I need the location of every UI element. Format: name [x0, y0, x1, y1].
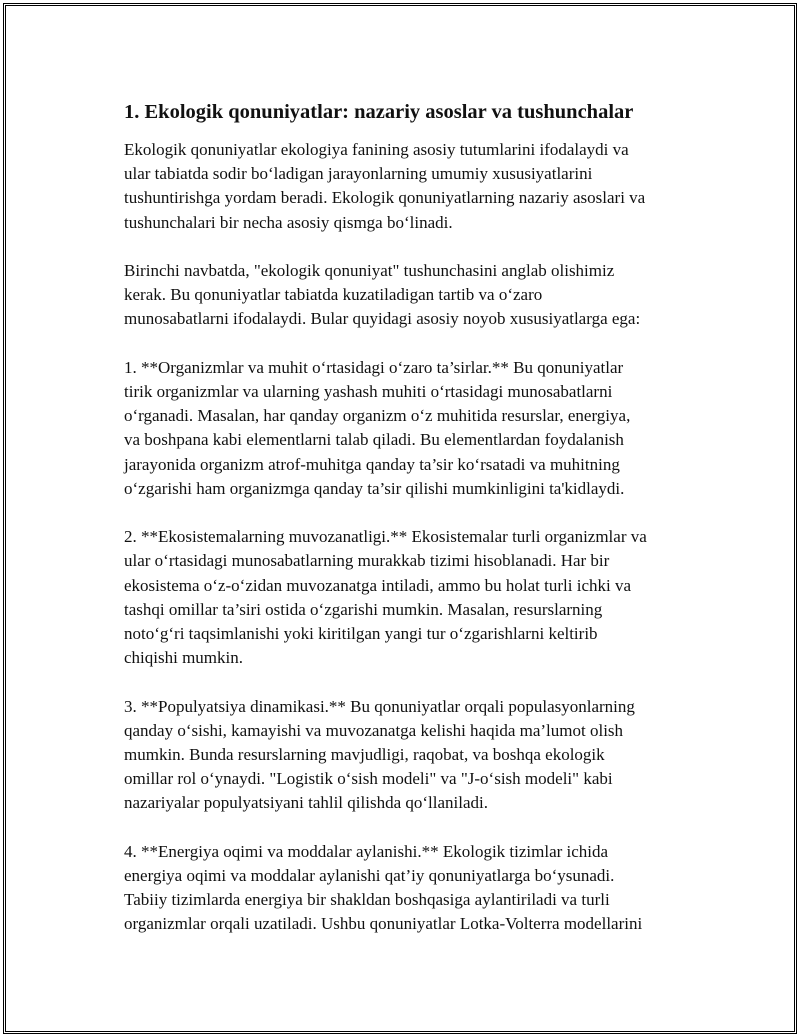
text-line: o‘rganadi. Masalan, har qanday organizm o‘z muhitida resurslar, energiya, — [124, 406, 631, 426]
text-line: Ekologik qonuniyatlar ekologiya fanining asosiy tutumlarini ifodalaydi va — [124, 140, 629, 159]
text-line: munosabatlarni ifodalaydi. Bular quyidagi asosiy noyob xususiyatlarga ega: — [124, 309, 641, 329]
text-line: ular tabiatda sodir bo‘ladigan jarayonlarning umumiy xususiyatlarini — [124, 164, 593, 184]
text-line: Birinchi navbatda, "ekologik qonuniyat" tushunchasini anglab olishimiz — [124, 261, 615, 280]
paragraph-intro — [124, 138, 699, 235]
text-line: omillar rol o‘ynaydi. "Logistik o‘sish modeli" va "J-o‘sish modeli" kabi — [124, 769, 613, 789]
text-line: o‘zgarishi ham organizmga qanday ta’sir qilishi mumkinligini ta'kidlaydi. — [124, 478, 625, 498]
text-line: kerak. Bu qonuniyatlar tabiatda kuzatiladigan tartib va o‘zaro — [124, 285, 543, 305]
text-line: tirik organizmlar va ularning yashash muhiti o‘rtasidagi munosabatlarni — [124, 382, 613, 401]
section-title: 1. Ekologik qonuniyatlar: nazariy asoslar va tushunchalar — [124, 101, 634, 123]
text-line: chiqishi mumkin. — [124, 648, 243, 668]
text-line: 2. **Ekosistemalarning muvozanatligi.** Ekosistemalar turli organizmlar va — [124, 527, 647, 547]
text-line: noto‘g‘ri taqsimlanishi yoki kiritilgan yangi tur o‘zgarishlarni keltirib — [124, 624, 598, 644]
text-line: tushunchalari bir necha asosiy qismga bo‘linadi. — [124, 212, 453, 232]
document-body — [124, 98, 699, 961]
text-line: qanday o‘sishi, kamayishi va muvozanatga kelishi haqida ma’lumot olish — [124, 720, 624, 740]
text-line: ular o‘rtasidagi munosabatlarning murakkab tizimi hisoblanadi. Har bir — [124, 551, 610, 571]
text-line: va boshpana kabi elementlarni talab qiladi. Bu elementlardan foydalanish — [124, 430, 624, 450]
text-line: 4. **Energiya oqimi va moddalar aylanishi.** Ekologik tizimlar ichida — [124, 841, 609, 861]
text-line: 3. **Populyatsiya dinamikasi.** Bu qonuniyatlar orqali populasyonlarning — [124, 696, 635, 716]
page-frame — [3, 3, 797, 1034]
text-line: ekosistema o‘z-o‘zidan muvozanatga intiladi, ammo bu holat turli ichki va — [124, 575, 632, 595]
paragraph-item-3 — [124, 695, 699, 816]
paragraph-item-1 — [124, 356, 699, 501]
paragraph-item-2 — [124, 525, 699, 670]
text-line: mumkin. Bunda resurslarning mavjudligi, raqobat, va boshqa ekologik — [124, 745, 605, 765]
text-line: tushuntirishga yordam beradi. Ekologik qonuniyatlarning nazariy asoslari va — [124, 188, 646, 208]
text-line: Tabiiy tizimlarda energiya bir shakldan boshqasiga aylantiriladi va turli — [124, 890, 610, 910]
text-line: organizmlar orqali uzatiladi. Ushbu qonuniyatlar Lotka-Volterra modellarini — [124, 914, 643, 934]
paragraph-item-4 — [124, 840, 699, 937]
text-line: tashqi omillar ta’siri ostida o‘zgarishi mumkin. Masalan, resurslarning — [124, 599, 603, 619]
text-line: nazariyalar populyatsiyani tahlil qilishda qo‘llaniladi. — [124, 793, 488, 813]
text-line: 1. **Organizmlar va muhit o‘rtasidagi o‘zaro ta’sirlar.** Bu qonuniyatlar — [124, 357, 624, 377]
text-line: energiya oqimi va moddalar aylanishi qat’iy qonuniyatlarga bo‘ysunadi. — [124, 866, 615, 886]
text-line: jarayonida organizm atrof-muhitga qanday ta’sir ko‘rsatadi va muhitning — [124, 454, 620, 474]
paragraph-definition — [124, 259, 699, 332]
